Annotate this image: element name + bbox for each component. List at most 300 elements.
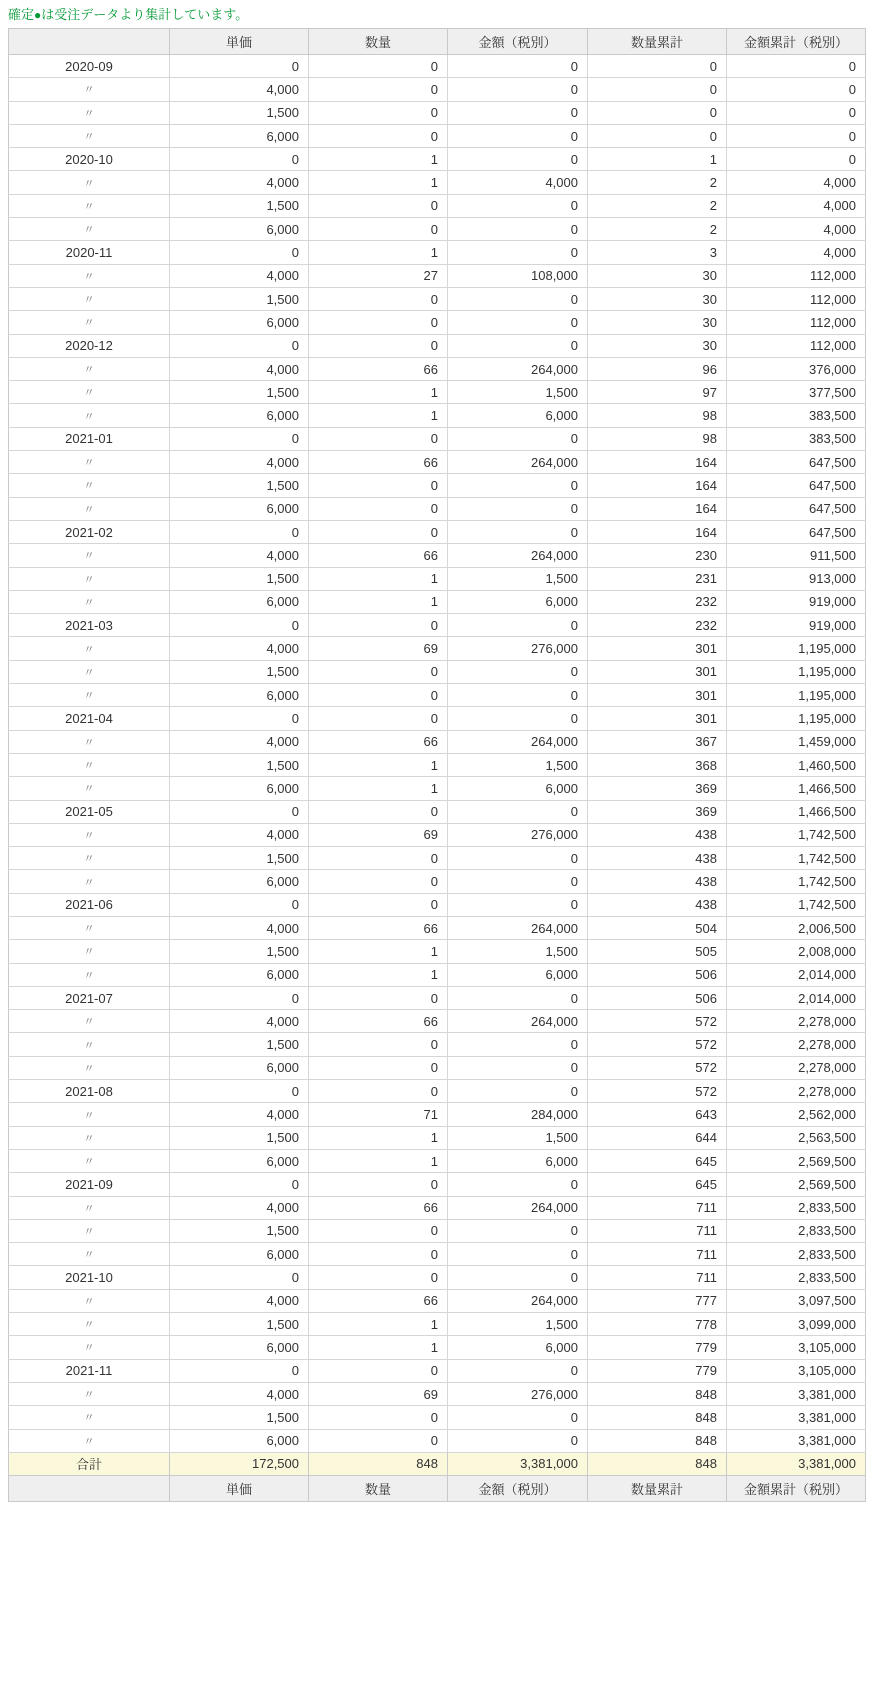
cell-amount-ex-tax: 0 [448,124,588,147]
table-row [9,707,866,730]
cell-unit-price: 0 [170,1266,309,1289]
cell-quantity: 0 [309,427,448,450]
cell-quantity-cumulative: 505 [588,940,727,963]
cell-quantity-cumulative: 30 [588,311,727,334]
table-row [9,1289,866,1312]
cell-amount-cumulative-ex-tax: 4,000 [727,194,866,217]
cell-unit-price: 4,000 [170,916,309,939]
cell-amount-cumulative-ex-tax: 4,000 [727,218,866,241]
cell-amount-ex-tax: 0 [448,78,588,101]
cell-amount-ex-tax: 264,000 [448,357,588,380]
footer-column-header-quantity: 数量 [309,1476,448,1502]
cell-quantity-cumulative: 572 [588,1080,727,1103]
cell-unit-price: 4,000 [170,451,309,474]
cell-amount-ex-tax: 1,500 [448,567,588,590]
cell-unit-price: 0 [170,707,309,730]
total-row [9,1452,866,1475]
cell-unit-price: 6,000 [170,963,309,986]
cell-unit-price: 4,000 [170,1382,309,1405]
cell-quantity-cumulative: 230 [588,544,727,567]
cell-unit-price: 1,500 [170,1033,309,1056]
cell-period: 2020-12 [9,334,170,357]
table-row [9,101,866,124]
cell-unit-price: 4,000 [170,823,309,846]
table-row [9,311,866,334]
cell-amount-ex-tax: 264,000 [448,916,588,939]
table-row [9,753,866,776]
table-row [9,1266,866,1289]
cell-amount-ex-tax: 108,000 [448,264,588,287]
cell-amount-cumulative-ex-tax: 2,562,000 [727,1103,866,1126]
table-row [9,1406,866,1429]
cell-quantity: 0 [309,78,448,101]
cell-period: 〃 [9,311,170,334]
column-header-amount-ex-tax: 金額（税別） [448,29,588,55]
cell-quantity: 0 [309,124,448,147]
cell-amount-cumulative-ex-tax: 1,195,000 [727,637,866,660]
cell-quantity-cumulative: 711 [588,1243,727,1266]
cell-amount-cumulative-ex-tax: 112,000 [727,334,866,357]
cell-quantity: 0 [309,1033,448,1056]
cell-unit-price: 1,500 [170,567,309,590]
cell-quantity-cumulative: 572 [588,1056,727,1079]
cell-amount-ex-tax: 6,000 [448,1149,588,1172]
cell-unit-price: 4,000 [170,637,309,660]
cell-amount-ex-tax: 0 [448,287,588,310]
table-row [9,1382,866,1405]
column-header-period [9,29,170,55]
cell-period: 2021-05 [9,800,170,823]
cell-quantity: 0 [309,194,448,217]
table-row [9,381,866,404]
cell-period: 〃 [9,870,170,893]
table-row [9,963,866,986]
cell-amount-cumulative-ex-tax: 2,278,000 [727,1033,866,1056]
cell-quantity-cumulative: 0 [588,78,727,101]
cell-quantity-cumulative: 368 [588,753,727,776]
cell-amount-cumulative-ex-tax: 911,500 [727,544,866,567]
cell-amount-cumulative-ex-tax: 2,569,500 [727,1173,866,1196]
cell-period: 〃 [9,1336,170,1359]
cell-quantity-cumulative: 506 [588,986,727,1009]
cell-amount-cumulative-ex-tax: 2,006,500 [727,916,866,939]
cell-quantity-cumulative: 711 [588,1196,727,1219]
table-row [9,357,866,380]
cell-quantity: 1 [309,1149,448,1172]
cell-unit-price: 1,500 [170,660,309,683]
cell-amount-cumulative-ex-tax: 2,014,000 [727,963,866,986]
cell-amount-cumulative-ex-tax: 3,099,000 [727,1313,866,1336]
cell-unit-price: 4,000 [170,1103,309,1126]
cell-amount-cumulative-ex-tax: 1,195,000 [727,684,866,707]
table-row [9,1056,866,1079]
cell-quantity-cumulative: 164 [588,497,727,520]
footer-column-header-quantity-cumulative: 数量累計 [588,1476,727,1502]
cell-amount-cumulative-ex-tax: 3,105,000 [727,1336,866,1359]
cell-period: 〃 [9,544,170,567]
cell-unit-price: 1,500 [170,753,309,776]
cell-quantity: 1 [309,381,448,404]
cell-unit-price: 4,000 [170,544,309,567]
cell-quantity: 0 [309,334,448,357]
cell-unit-price: 4,000 [170,1010,309,1033]
cell-amount-ex-tax: 0 [448,1219,588,1242]
cell-amount-cumulative-ex-tax: 112,000 [727,264,866,287]
cell-period: 〃 [9,660,170,683]
cell-amount-ex-tax: 0 [448,1406,588,1429]
cell-amount-ex-tax: 0 [448,1033,588,1056]
table-row [9,264,866,287]
cell-quantity-cumulative: 2 [588,171,727,194]
cell-amount-ex-tax: 0 [448,101,588,124]
cell-amount-ex-tax: 0 [448,334,588,357]
cell-amount-cumulative-ex-tax: 383,500 [727,427,866,450]
cell-period: 〃 [9,1196,170,1219]
cell-amount-ex-tax: 0 [448,1173,588,1196]
cell-amount-ex-tax: 0 [448,520,588,543]
cell-amount-cumulative-ex-tax: 1,195,000 [727,660,866,683]
total-amount-ex-tax: 3,381,000 [448,1452,588,1475]
cell-amount-ex-tax: 1,500 [448,381,588,404]
cell-amount-cumulative-ex-tax: 383,500 [727,404,866,427]
cell-quantity: 0 [309,1173,448,1196]
cell-quantity-cumulative: 98 [588,427,727,450]
cell-amount-ex-tax: 6,000 [448,590,588,613]
aggregation-note [8,7,871,23]
cell-period: 2021-11 [9,1359,170,1382]
cell-amount-ex-tax: 0 [448,800,588,823]
footer-header-row [9,1476,866,1502]
column-header-quantity: 数量 [309,29,448,55]
cell-amount-ex-tax: 0 [448,986,588,1009]
cell-quantity: 1 [309,404,448,427]
table-row [9,427,866,450]
cell-amount-cumulative-ex-tax: 647,500 [727,451,866,474]
cell-unit-price: 0 [170,1359,309,1382]
cell-quantity-cumulative: 2 [588,194,727,217]
cell-unit-price: 0 [170,986,309,1009]
cell-quantity: 0 [309,1359,448,1382]
cell-amount-ex-tax: 0 [448,870,588,893]
cell-quantity: 0 [309,1243,448,1266]
cell-amount-cumulative-ex-tax: 2,278,000 [727,1056,866,1079]
cell-quantity: 1 [309,1126,448,1149]
cell-amount-cumulative-ex-tax: 647,500 [727,474,866,497]
cell-amount-ex-tax: 6,000 [448,404,588,427]
cell-quantity-cumulative: 438 [588,823,727,846]
cell-amount-cumulative-ex-tax: 647,500 [727,520,866,543]
cell-quantity-cumulative: 301 [588,637,727,660]
cell-quantity: 1 [309,241,448,264]
cell-quantity-cumulative: 3 [588,241,727,264]
cell-amount-ex-tax: 1,500 [448,753,588,776]
cell-unit-price: 0 [170,55,309,78]
cell-period: 〃 [9,381,170,404]
footer-column-header-amount-ex-tax: 金額（税別） [448,1476,588,1502]
cell-quantity-cumulative: 301 [588,707,727,730]
cell-quantity: 66 [309,1010,448,1033]
cell-quantity-cumulative: 2 [588,218,727,241]
cell-unit-price: 6,000 [170,870,309,893]
total-amount-cumulative-ex-tax: 3,381,000 [727,1452,866,1475]
cell-amount-ex-tax: 0 [448,55,588,78]
cell-unit-price: 0 [170,1173,309,1196]
table-row [9,1196,866,1219]
cell-unit-price: 0 [170,893,309,916]
cell-period: 〃 [9,1406,170,1429]
cell-period: 2021-08 [9,1080,170,1103]
cell-period: 〃 [9,684,170,707]
cell-amount-ex-tax: 0 [448,218,588,241]
cell-quantity-cumulative: 848 [588,1429,727,1452]
cell-period: 〃 [9,916,170,939]
cell-period: 〃 [9,194,170,217]
cell-quantity-cumulative: 367 [588,730,727,753]
table-row [9,1033,866,1056]
cell-amount-cumulative-ex-tax: 3,381,000 [727,1382,866,1405]
total-quantity-cumulative: 848 [588,1452,727,1475]
cell-period: 2021-02 [9,520,170,543]
cell-amount-ex-tax: 276,000 [448,823,588,846]
cell-quantity: 0 [309,520,448,543]
cell-quantity: 0 [309,1429,448,1452]
cell-quantity: 0 [309,893,448,916]
cell-quantity: 0 [309,1219,448,1242]
cell-period: 〃 [9,1103,170,1126]
cell-period: 〃 [9,101,170,124]
table-row [9,1149,866,1172]
table-row [9,1336,866,1359]
cell-amount-cumulative-ex-tax: 3,381,000 [727,1429,866,1452]
table-row [9,334,866,357]
cell-amount-ex-tax: 0 [448,497,588,520]
table-row [9,1359,866,1382]
cell-quantity-cumulative: 96 [588,357,727,380]
cell-amount-cumulative-ex-tax: 1,459,000 [727,730,866,753]
cell-amount-cumulative-ex-tax: 1,742,500 [727,823,866,846]
cell-amount-cumulative-ex-tax: 919,000 [727,614,866,637]
cell-amount-ex-tax: 6,000 [448,1336,588,1359]
table-row [9,1313,866,1336]
note-prefix: 確定 [8,7,35,22]
cell-quantity: 0 [309,497,448,520]
cell-unit-price: 4,000 [170,1196,309,1219]
cell-quantity-cumulative: 164 [588,520,727,543]
table-row [9,171,866,194]
table-row [9,916,866,939]
cell-period: 〃 [9,637,170,660]
footer-column-header-amount-cumulative-ex-tax: 金額累計（税別） [727,1476,866,1502]
cell-amount-cumulative-ex-tax: 0 [727,148,866,171]
cell-quantity-cumulative: 572 [588,1033,727,1056]
cell-amount-ex-tax: 276,000 [448,1382,588,1405]
cell-amount-cumulative-ex-tax: 376,000 [727,357,866,380]
cell-quantity: 66 [309,451,448,474]
cell-quantity-cumulative: 1 [588,148,727,171]
cell-amount-ex-tax: 0 [448,311,588,334]
cell-amount-cumulative-ex-tax: 112,000 [727,287,866,310]
cell-amount-ex-tax: 0 [448,1080,588,1103]
cell-period: 〃 [9,940,170,963]
cell-quantity-cumulative: 97 [588,381,727,404]
cell-amount-cumulative-ex-tax: 0 [727,101,866,124]
cell-quantity-cumulative: 644 [588,1126,727,1149]
cell-quantity: 0 [309,474,448,497]
cell-quantity: 27 [309,264,448,287]
cell-quantity-cumulative: 301 [588,660,727,683]
cell-unit-price: 1,500 [170,1406,309,1429]
cell-amount-cumulative-ex-tax: 2,008,000 [727,940,866,963]
cell-amount-cumulative-ex-tax: 3,381,000 [727,1406,866,1429]
table-row [9,404,866,427]
cell-quantity: 1 [309,753,448,776]
cell-quantity: 0 [309,55,448,78]
cell-amount-ex-tax: 0 [448,194,588,217]
cell-quantity-cumulative: 777 [588,1289,727,1312]
cell-amount-ex-tax: 0 [448,148,588,171]
cell-quantity-cumulative: 506 [588,963,727,986]
cell-unit-price: 6,000 [170,1336,309,1359]
cell-quantity: 66 [309,730,448,753]
confirmed-bullet-icon: ● [34,8,42,22]
cell-unit-price: 4,000 [170,78,309,101]
cell-period: 〃 [9,171,170,194]
cell-period: 〃 [9,1289,170,1312]
cell-unit-price: 6,000 [170,1429,309,1452]
cell-amount-ex-tax: 1,500 [448,1313,588,1336]
cell-amount-cumulative-ex-tax: 4,000 [727,241,866,264]
cell-unit-price: 1,500 [170,940,309,963]
cell-quantity-cumulative: 98 [588,404,727,427]
table-row [9,823,866,846]
cell-quantity-cumulative: 848 [588,1406,727,1429]
cell-amount-ex-tax: 0 [448,893,588,916]
cell-quantity: 1 [309,148,448,171]
cell-period: 〃 [9,1243,170,1266]
cell-quantity: 0 [309,101,448,124]
cell-period: 〃 [9,124,170,147]
cell-amount-ex-tax: 284,000 [448,1103,588,1126]
cell-unit-price: 0 [170,241,309,264]
cell-quantity-cumulative: 438 [588,893,727,916]
cell-quantity-cumulative: 0 [588,55,727,78]
cell-unit-price: 4,000 [170,171,309,194]
cell-amount-cumulative-ex-tax: 1,742,500 [727,893,866,916]
cell-unit-price: 4,000 [170,357,309,380]
cell-quantity-cumulative: 301 [588,684,727,707]
cell-quantity-cumulative: 438 [588,870,727,893]
cell-period: 〃 [9,1429,170,1452]
cell-period: 〃 [9,777,170,800]
cell-period: 〃 [9,1219,170,1242]
table-row [9,1429,866,1452]
cell-amount-cumulative-ex-tax: 377,500 [727,381,866,404]
column-header-amount-cumulative-ex-tax: 金額累計（税別） [727,29,866,55]
cell-unit-price: 6,000 [170,1243,309,1266]
cell-period: 〃 [9,218,170,241]
cell-quantity: 0 [309,684,448,707]
cell-amount-cumulative-ex-tax: 3,097,500 [727,1289,866,1312]
table-row [9,1103,866,1126]
cell-unit-price: 6,000 [170,1149,309,1172]
table-row [9,1173,866,1196]
table-row [9,287,866,310]
cell-period: 〃 [9,1033,170,1056]
cell-unit-price: 6,000 [170,311,309,334]
cell-period: 〃 [9,1126,170,1149]
cell-quantity: 0 [309,614,448,637]
cell-amount-ex-tax: 1,500 [448,940,588,963]
table-row [9,590,866,613]
cell-unit-price: 1,500 [170,194,309,217]
cell-amount-cumulative-ex-tax: 1,742,500 [727,870,866,893]
table-row [9,940,866,963]
cell-quantity: 0 [309,218,448,241]
cell-unit-price: 1,500 [170,381,309,404]
cell-amount-ex-tax: 0 [448,1359,588,1382]
table-row [9,1243,866,1266]
cell-quantity: 1 [309,940,448,963]
total-quantity: 848 [309,1452,448,1475]
cell-amount-cumulative-ex-tax: 913,000 [727,567,866,590]
cell-amount-ex-tax: 264,000 [448,451,588,474]
cell-period: 〃 [9,1313,170,1336]
cell-unit-price: 4,000 [170,1289,309,1312]
cell-amount-ex-tax: 0 [448,684,588,707]
cell-unit-price: 0 [170,148,309,171]
cell-unit-price: 6,000 [170,124,309,147]
cell-unit-price: 1,500 [170,1313,309,1336]
column-header-unit-price: 単価 [170,29,309,55]
cell-amount-cumulative-ex-tax: 2,833,500 [727,1196,866,1219]
table-row [9,78,866,101]
cell-amount-cumulative-ex-tax: 2,833,500 [727,1219,866,1242]
cell-quantity: 0 [309,986,448,1009]
cell-quantity: 0 [309,1266,448,1289]
cell-amount-cumulative-ex-tax: 112,000 [727,311,866,334]
cell-quantity-cumulative: 232 [588,590,727,613]
cell-unit-price: 1,500 [170,1126,309,1149]
cell-period: 〃 [9,567,170,590]
cell-quantity: 66 [309,357,448,380]
cell-unit-price: 6,000 [170,218,309,241]
cell-period: 〃 [9,264,170,287]
cell-period: 〃 [9,823,170,846]
cell-quantity: 0 [309,1406,448,1429]
cell-unit-price: 6,000 [170,404,309,427]
cell-amount-ex-tax: 264,000 [448,1010,588,1033]
cell-amount-cumulative-ex-tax: 1,460,500 [727,753,866,776]
cell-amount-cumulative-ex-tax: 4,000 [727,171,866,194]
footer-column-header-unit-price: 単価 [170,1476,309,1502]
cell-quantity-cumulative: 369 [588,800,727,823]
header-row [9,29,866,55]
table-row [9,1080,866,1103]
monthly-order-summary-table [8,28,866,1502]
cell-period: 〃 [9,287,170,310]
cell-period: 2020-11 [9,241,170,264]
cell-period: 2021-03 [9,614,170,637]
table-footer [9,1452,866,1501]
table-row [9,451,866,474]
cell-amount-ex-tax: 6,000 [448,777,588,800]
cell-amount-cumulative-ex-tax: 2,569,500 [727,1149,866,1172]
cell-amount-ex-tax: 0 [448,847,588,870]
cell-quantity: 0 [309,870,448,893]
cell-quantity: 0 [309,847,448,870]
table-row [9,1219,866,1242]
cell-quantity-cumulative: 645 [588,1149,727,1172]
